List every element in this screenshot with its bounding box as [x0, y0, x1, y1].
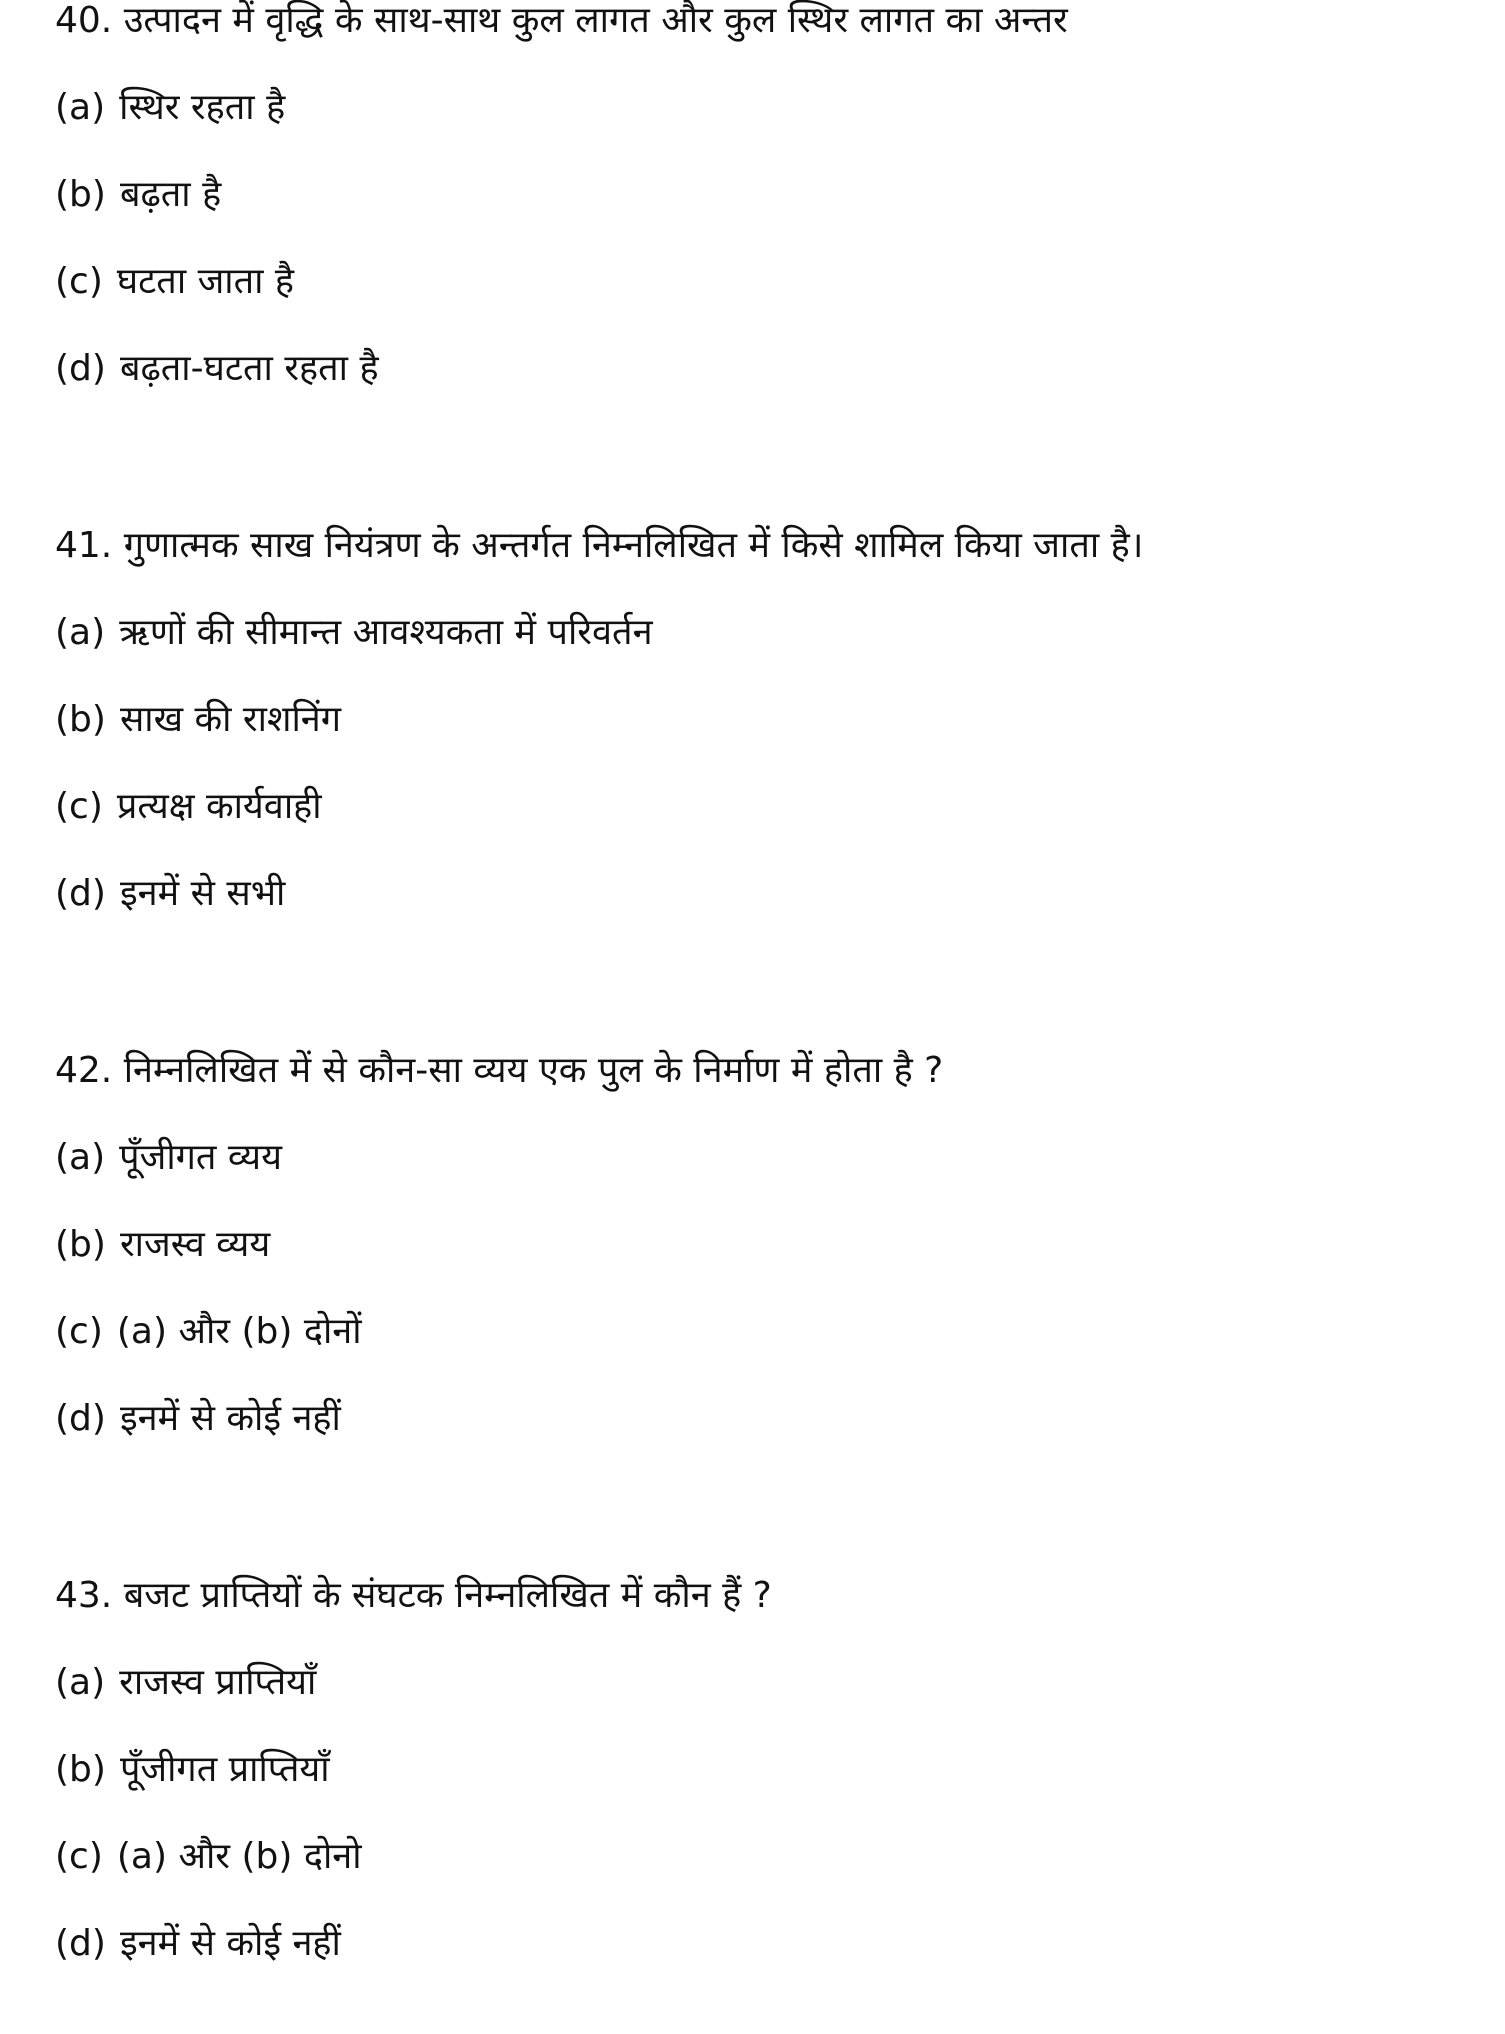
option-text: घटता जाता है	[116, 261, 295, 302]
question-text: 40. उत्पादन में वृद्धि के साथ-साथ कुल लागत और कुल स्थिर लागत का अन्तर	[55, 0, 1068, 41]
option-text: इनमें से कोई नहीं	[119, 1398, 341, 1439]
option	[55, 589, 1495, 676]
option-label: (b)	[55, 1224, 106, 1265]
option-label: (a)	[55, 1137, 106, 1178]
option-label: (c)	[55, 1836, 103, 1877]
option	[55, 1114, 1495, 1201]
option-text: प्रत्यक्ष कार्यवाही	[116, 786, 322, 827]
question-block	[55, 1027, 1495, 1462]
option-label: (c)	[55, 786, 103, 827]
option-label: (a)	[55, 1662, 106, 1703]
option-label: (a)	[55, 87, 106, 128]
option	[55, 1375, 1495, 1462]
option-text: बढ़ता है	[119, 174, 222, 215]
option	[55, 676, 1495, 763]
option-label: (b)	[55, 174, 106, 215]
option	[55, 64, 1495, 151]
option-text: राजस्व व्यय	[119, 1224, 271, 1265]
option-text: (a) और (b) दोनो	[116, 1836, 362, 1877]
option-text: स्थिर रहता है	[119, 87, 286, 128]
option-text: (a) और (b) दोनों	[116, 1311, 362, 1352]
option	[55, 1900, 1495, 1987]
question-text: 42. निम्नलिखित में से कौन-सा व्यय एक पुल के निर्माण में होता है ?	[55, 1050, 944, 1091]
question-block	[55, 502, 1495, 937]
question-text: 43. बजट प्राप्तियों के संघटक निम्नलिखित में कौन हैं ?	[55, 1575, 772, 1616]
option-label: (a)	[55, 612, 106, 653]
option	[55, 1288, 1495, 1375]
option	[55, 1813, 1495, 1900]
option	[55, 238, 1495, 325]
option-label: (c)	[55, 1311, 103, 1352]
option-label: (d)	[55, 348, 106, 389]
option	[55, 1201, 1495, 1288]
option	[55, 1639, 1495, 1726]
option-text: ऋणों की सीमान्त आवश्यकता में परिवर्तन	[119, 612, 653, 653]
option-text: बढ़ता-घटता रहता है	[119, 348, 379, 389]
option-text: पूँजीगत व्यय	[119, 1137, 282, 1178]
option	[55, 1726, 1495, 1813]
option-label: (d)	[55, 873, 106, 914]
option-text: इनमें से सभी	[119, 873, 286, 914]
option-label: (b)	[55, 699, 106, 740]
option-text: पूँजीगत प्राप्तियाँ	[119, 1749, 330, 1790]
option-text: राजस्व प्राप्तियाँ	[119, 1662, 317, 1703]
option-label: (d)	[55, 1923, 106, 1964]
option	[55, 325, 1495, 412]
option	[55, 763, 1495, 850]
option-label: (d)	[55, 1398, 106, 1439]
question-block	[55, 1552, 1495, 1987]
question-text: 41. गुणात्मक साख नियंत्रण के अन्तर्गत निम्नलिखित में किसे शामिल किया जाता है।	[55, 525, 1144, 566]
option-label: (b)	[55, 1749, 106, 1790]
option	[55, 850, 1495, 937]
option	[55, 151, 1495, 238]
option-text: साख की राशनिंग	[119, 699, 342, 740]
option-label: (c)	[55, 261, 103, 302]
option-text: इनमें से कोई नहीं	[119, 1923, 341, 1964]
question-block	[55, 0, 1495, 412]
